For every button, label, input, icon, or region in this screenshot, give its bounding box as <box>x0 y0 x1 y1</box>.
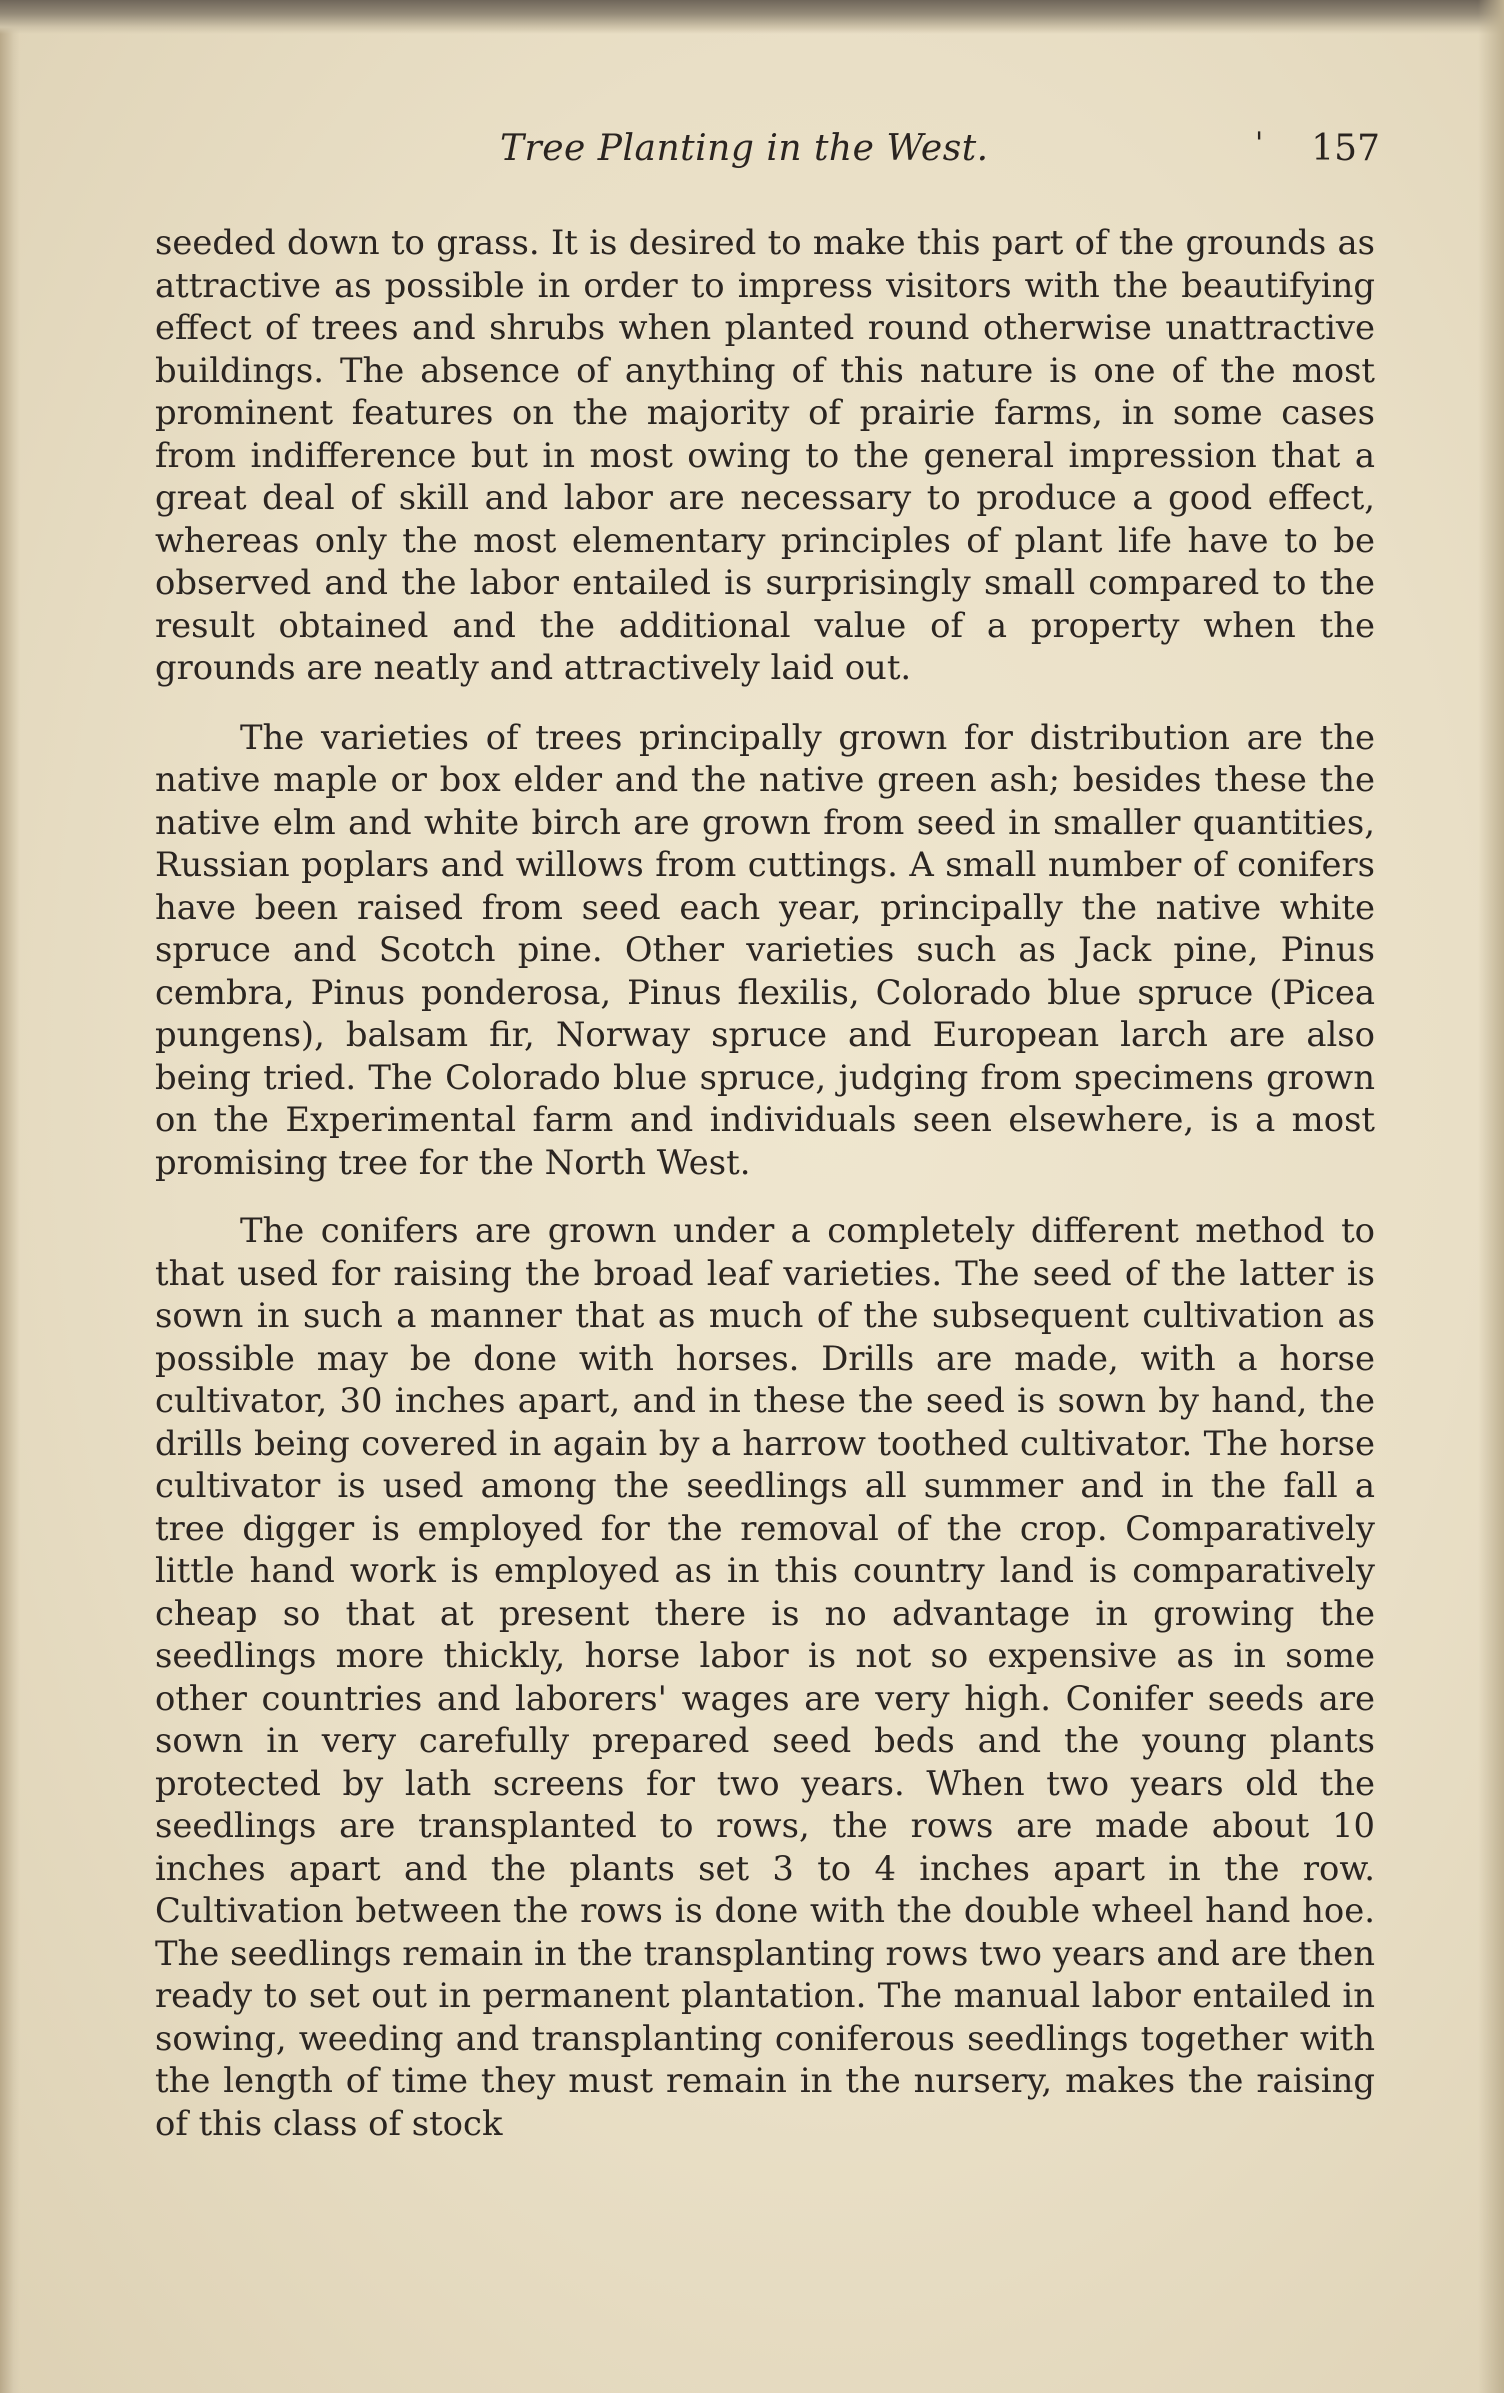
paragraph-tree-varieties: The varieties of trees principally grown for distribution are the native maple or box elder and the native green ash; besides these the native elm and white birch are grown from seed in smaller quantities, Russian poplars and willows from cuttings. A small number of conifers have been raised from seed each year, principally the native white spruce and Scotch pine. Other varieties such as Jack pine, Pinus cembra, Pinus ponderosa, Pinus flexilis, Colorado blue spruce (Picea pungens), balsam fir, Norway spruce and European larch are also being tried. The Colorado blue spruce, judging from specimens grown on the Experimental farm and individuals seen elsewhere, is a most promising tree for the North West. <box>155 717 1375 1182</box>
page-number: 157 <box>1311 128 1380 169</box>
page-gutter-shadow <box>0 0 20 2393</box>
running-title: Tree Planting in the West. <box>500 128 989 169</box>
page-top-edge <box>0 0 1504 34</box>
body-text <box>155 222 1375 2145</box>
page-right-edge <box>1478 0 1504 2393</box>
running-header <box>155 128 1380 188</box>
paragraph-continuation: seeded down to grass. It is desired to make this part of the grounds as attractive as possible in order to impress visitors with the beautifying effect of trees and shrubs when planted round otherwise unattractive buildings. The absence of anything of this nature is one of the most prominent features on the majority of prairie farms, in some cases from indifference but in most owing to the general impression that a great deal of skill and labor are necessary to produce a good effect, whereas only the most elementary principles of plant life have to be observed and the labor entailed is surprisingly small compared to the result obtained and the additional value of a property when the grounds are neatly and attractively laid out. <box>155 223 1375 687</box>
paragraph-conifer-methods: The conifers are grown under a completely different method to that used for raising the broad leaf varieties. The seed of the latter is sown in such a manner that as much of the subsequent cultivation as possible may be done with horses. Drills are made, with a horse cultivator, 30 inches apart, and in these the seed is sown by hand, the drills being covered in again by a harrow toothed cultivator. The horse cultivator is used among the seedlings all summer and in the fall a tree digger is employed for the removal of the crop. Comparatively little hand work is employed as in this country land is comparatively cheap so that at present there is no advantage in growing the seedlings more thickly, horse labor is not so expensive as in some other countries and laborers' wages are very high. Conifer seeds are sown in very carefully prepared seed beds and the young plants protected by lath screens for two years. When two years old the seedlings are transplanted to rows, the rows are made about 10 inches apart and the plants set 3 to 4 inches apart in the row. Cultivation between the rows is done with the double wheel hand hoe. The seedlings remain in the transplanting rows two years and are then ready to set out in permanent plantation. The manual labor entailed in sowing, weeding and transplanting coniferous seedlings together with the length of time they must remain in the nursery, makes the raising of this class of stock <box>155 1211 1375 2143</box>
header-mark: ' <box>1255 126 1264 161</box>
